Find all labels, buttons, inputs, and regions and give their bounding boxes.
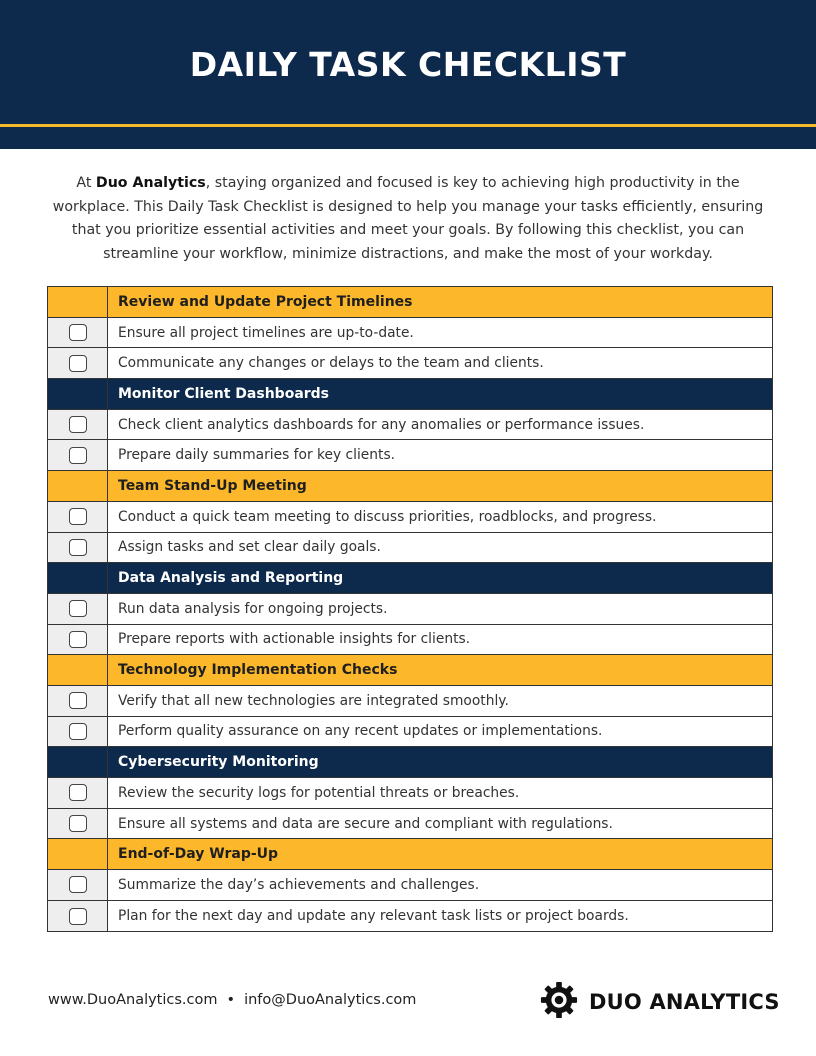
task-label: Summarize the day’s achievements and challenges. bbox=[118, 876, 480, 893]
checkbox-cell bbox=[48, 625, 108, 655]
section-header-spacer bbox=[48, 747, 108, 777]
footer-separator: • bbox=[226, 992, 236, 1008]
section-header bbox=[48, 563, 772, 594]
section-header bbox=[48, 379, 772, 410]
task-row bbox=[48, 533, 772, 564]
company-logo bbox=[540, 981, 780, 1023]
checkbox-cell bbox=[48, 318, 108, 348]
section-title: Review and Update Project Timelines bbox=[108, 287, 772, 317]
checkbox-cell bbox=[48, 717, 108, 747]
task-row bbox=[48, 901, 772, 932]
task-label: Prepare reports with actionable insights for clients. bbox=[118, 631, 471, 648]
task-checkbox[interactable] bbox=[69, 908, 87, 925]
section-header bbox=[48, 747, 772, 778]
checkbox-cell bbox=[48, 348, 108, 378]
footer-website[interactable]: www.DuoAnalytics.com bbox=[48, 992, 218, 1008]
task-label: Prepare daily summaries for key clients. bbox=[118, 447, 396, 464]
checkbox-cell bbox=[48, 410, 108, 440]
task-label: Run data analysis for ongoing projects. bbox=[118, 600, 388, 617]
intro-paragraph bbox=[52, 172, 764, 266]
section-header bbox=[48, 287, 772, 318]
section-header bbox=[48, 471, 772, 502]
section-header bbox=[48, 839, 772, 870]
section-title: Data Analysis and Reporting bbox=[108, 563, 772, 593]
checkbox-cell bbox=[48, 686, 108, 716]
task-row bbox=[48, 502, 772, 533]
page-header bbox=[0, 0, 816, 149]
page-title: DAILY TASK CHECKLIST bbox=[189, 45, 627, 84]
intro-body: , staying organized and focused is key to achieving high productivity in the workplace. This Daily Task Checklist is designed to help you manage your tasks efficiently, ensuring that you prioritize essential activities and meet your goals. By following this checklist, you can streamline your workflow, minimize distractions, and make the most of your workday. bbox=[52, 175, 764, 262]
task-label: Perform quality assurance on any recent updates or implementations. bbox=[118, 723, 603, 740]
section-header-spacer bbox=[48, 839, 108, 869]
checkbox-cell bbox=[48, 502, 108, 532]
gear-icon bbox=[540, 981, 578, 1023]
task-row bbox=[48, 440, 772, 471]
section-title: Monitor Client Dashboards bbox=[108, 379, 772, 409]
task-checkbox[interactable] bbox=[69, 447, 87, 464]
checkbox-cell bbox=[48, 533, 108, 563]
section-title: Technology Implementation Checks bbox=[108, 655, 772, 685]
task-label: Conduct a quick team meeting to discuss priorities, roadblocks, and progress. bbox=[118, 508, 657, 525]
checkbox-cell bbox=[48, 440, 108, 470]
section-title: Team Stand-Up Meeting bbox=[108, 471, 772, 501]
checkbox-cell bbox=[48, 870, 108, 900]
footer-email[interactable]: info@DuoAnalytics.com bbox=[244, 992, 417, 1008]
task-row bbox=[48, 870, 772, 901]
task-checkbox[interactable] bbox=[69, 324, 87, 341]
section-title: Cybersecurity Monitoring bbox=[108, 747, 772, 777]
task-row bbox=[48, 410, 772, 441]
intro-prefix: At bbox=[76, 175, 96, 191]
task-checkbox[interactable] bbox=[69, 539, 87, 556]
task-checkbox[interactable] bbox=[69, 355, 87, 372]
section-header-spacer bbox=[48, 655, 108, 685]
checkbox-cell bbox=[48, 901, 108, 932]
task-row bbox=[48, 318, 772, 349]
task-checkbox[interactable] bbox=[69, 508, 87, 525]
checkbox-cell bbox=[48, 594, 108, 624]
task-label: Communicate any changes or delays to the team and clients. bbox=[118, 355, 544, 372]
checkbox-cell bbox=[48, 809, 108, 839]
section-header-spacer bbox=[48, 379, 108, 409]
header-accent-line bbox=[0, 124, 816, 127]
task-row bbox=[48, 625, 772, 656]
task-label: Ensure all project timelines are up-to-date. bbox=[118, 324, 414, 341]
task-row bbox=[48, 809, 772, 840]
task-label: Review the security logs for potential threats or breaches. bbox=[118, 784, 520, 801]
task-checkbox[interactable] bbox=[69, 876, 87, 893]
task-row bbox=[48, 717, 772, 748]
task-checkbox[interactable] bbox=[69, 416, 87, 433]
task-checkbox[interactable] bbox=[69, 692, 87, 709]
task-checklist bbox=[47, 286, 773, 932]
section-header-spacer bbox=[48, 471, 108, 501]
task-row bbox=[48, 348, 772, 379]
task-label: Ensure all systems and data are secure and compliant with regulations. bbox=[118, 815, 613, 832]
intro-company: Duo Analytics bbox=[95, 175, 206, 191]
task-label: Verify that all new technologies are integrated smoothly. bbox=[118, 692, 509, 709]
section-title: End-of-Day Wrap-Up bbox=[108, 839, 772, 869]
task-row bbox=[48, 686, 772, 717]
footer-contact bbox=[48, 990, 416, 1010]
task-label: Assign tasks and set clear daily goals. bbox=[118, 539, 381, 556]
task-checkbox[interactable] bbox=[69, 723, 87, 740]
task-checkbox[interactable] bbox=[69, 600, 87, 617]
task-row bbox=[48, 594, 772, 625]
task-label: Plan for the next day and update any relevant task lists or project boards. bbox=[118, 908, 629, 925]
section-header bbox=[48, 655, 772, 686]
task-checkbox[interactable] bbox=[69, 631, 87, 648]
task-label: Check client analytics dashboards for any anomalies or performance issues. bbox=[118, 416, 645, 433]
logo-text: DUO ANALYTICS bbox=[589, 990, 780, 1014]
section-header-spacer bbox=[48, 287, 108, 317]
section-header-spacer bbox=[48, 563, 108, 593]
checkbox-cell bbox=[48, 778, 108, 808]
task-checkbox[interactable] bbox=[69, 784, 87, 801]
task-checkbox[interactable] bbox=[69, 815, 87, 832]
task-row bbox=[48, 778, 772, 809]
